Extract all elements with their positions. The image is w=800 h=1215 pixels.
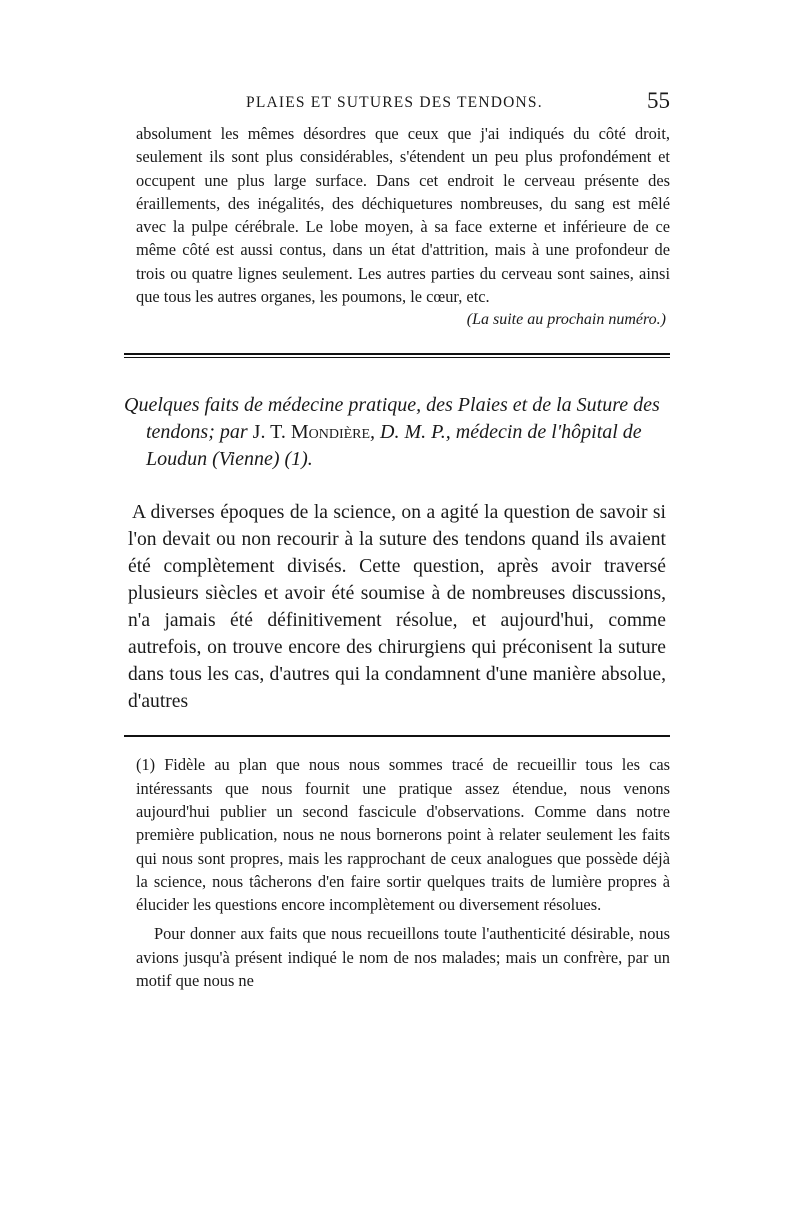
running-title: PLAIES ET SUTURES DES TENDONS. [246, 94, 543, 111]
section-divider [124, 353, 670, 358]
article-body: A diverses époques de la science, on a agité la question de savoir si l'on devait ou non recourir à la suture des tendons quand ils avaient été complètement divisés. Cette question, après avoir traversé plusieurs siècles et avoir été soumise à de nombreuses discussions, n'a jamais été définitivement résolue, et aujourd'hui, comme autrefois, on trouve encore des chirurgiens qui préconisent la suture dans tous les cas, d'autres qui la condamnent d'une manière absolue, d'autres [128, 502, 666, 713]
continuation-note: (La suite au prochain numéro.) [466, 311, 666, 329]
page-number: 55 [647, 88, 670, 113]
article-author: J. T. Mondière [252, 421, 371, 444]
footnote-paragraph-1: (1) Fidèle au plan que nous nous sommes tracé de recueillir tous les cas intéressants que nous fournit une pratique assez étendue, nous venons aujourd'hui publier un second fascicule d'observations. Comme dans notre première publication, nous ne nous bornerons point à relater seulement les faits qui nous sont propres, mais les rapprochant de ceux analogues que possède déjà la science, nous tâcherons d'en faire sortir quelques traits de lumière propres à élucider les questions encore incomplètement ou diversement résolues. [136, 755, 670, 915]
footnote-paragraph-2: Pour donner aux faits que nous recueillons toute l'authenticité désirable, nous avions jusqu'à présent indiqué le nom de nos malades; mais un confrère, par un motif que nous ne [136, 924, 670, 991]
previous-article-text: absolument les mêmes désordres que ceux que j'ai indiqués du côté droit, seulement ils sont plus considérables, s'étendent un peu plus profondément et occupent une plus large surface. Dans cet endroit le cerveau présente des éraillements, des inégalités, des déchiquetures nombreuses, du sang est mêlé avec la pulpe cérébrale. Le lobe moyen, à sa face externe et inférieure de ce même côté est aussi contus, dans un état d'attrition, mais à une profondeur de trois ou quatre lignes seulement. Les autres parties du cerveau sont saines, ainsi que tous les autres organes, les poumons, le cœur, etc. [136, 124, 670, 307]
article-title-part1: Quelques faits de médecine pratique, des Plaies et de la Suture des tendons; par [124, 394, 660, 444]
article-title-part2: , D. M. P., médecin de l'hôpital de Loudun (Vienne) (1). [146, 421, 642, 471]
book-page [124, 88, 670, 992]
article-title [124, 392, 676, 473]
footnote-divider [124, 735, 670, 737]
running-head [136, 88, 670, 122]
